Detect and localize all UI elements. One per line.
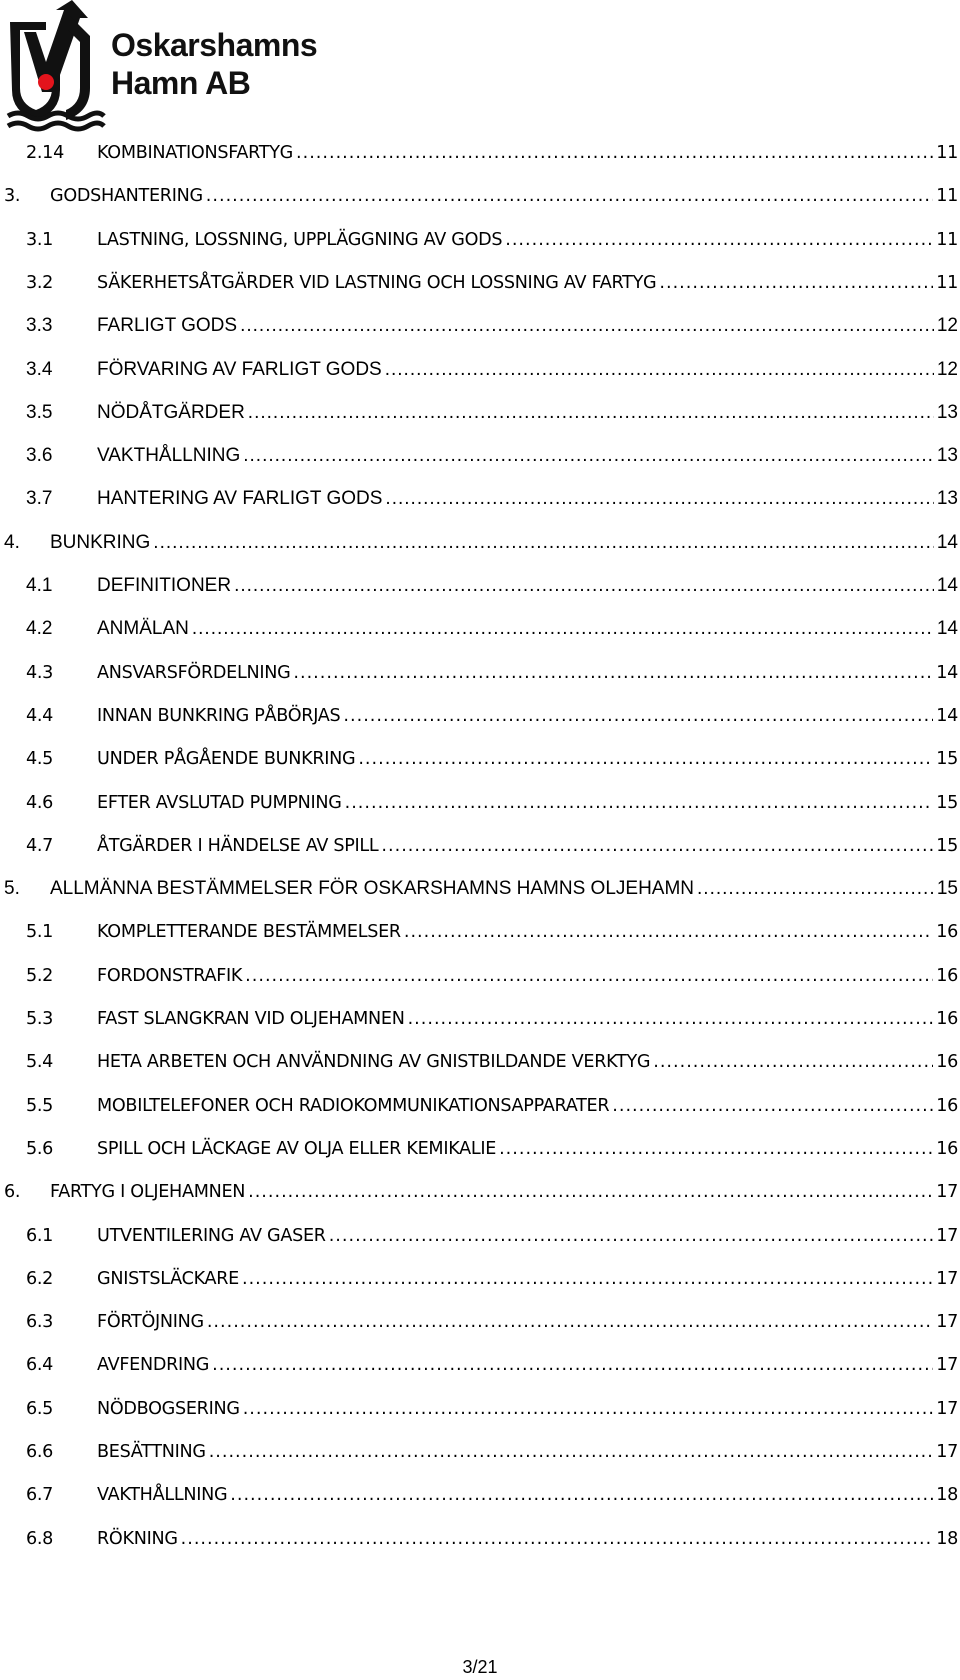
toc-entry-title: KOMPLETTERANDE BESTÄMMELSER — [97, 922, 401, 943]
toc-dot-leader — [659, 268, 933, 298]
toc-entry[interactable] — [26, 788, 958, 818]
toc-dot-leader — [404, 917, 933, 947]
toc-entry-title: FAST SLANGKRAN VID OLJEHAMNEN — [97, 1009, 405, 1029]
toc-entry-title: FORDONSTRAFIK — [97, 965, 243, 986]
toc-dot-leader — [381, 831, 933, 861]
toc-dot-leader — [408, 1004, 934, 1034]
toc-entry[interactable] — [26, 268, 958, 298]
toc-entry-number: 5.1 — [26, 922, 54, 943]
toc-entry-number: 4.4 — [26, 705, 54, 726]
toc-entry-page: 17 — [936, 1398, 958, 1419]
toc-entry-title: EFTER AVSLUTAD PUMPNING — [97, 792, 342, 813]
toc-entry[interactable] — [26, 917, 958, 947]
toc-entry-number: 4.5 — [26, 749, 54, 770]
toc-entry-page: 17 — [936, 1225, 958, 1246]
toc-entry[interactable] — [26, 1047, 958, 1077]
toc-dot-leader — [358, 744, 933, 774]
toc-entry-page: 17 — [936, 1312, 958, 1333]
toc-entry-page: 16 — [936, 922, 958, 943]
toc-entry-title: FARLIGT GODS — [97, 315, 238, 337]
toc-entry-number: 6.2 — [26, 1268, 54, 1289]
toc-entry-title: LASTNING, LOSSNING, UPPLÄGGNING AV GODS — [97, 229, 503, 250]
toc-dot-leader — [385, 484, 933, 514]
toc-entry-number: 4.7 — [26, 835, 54, 856]
company-logo — [6, 0, 346, 135]
toc-entry-number: 6.4 — [26, 1355, 54, 1376]
toc-dot-leader — [612, 1091, 933, 1121]
toc-entry-number: 6.5 — [26, 1398, 54, 1419]
toc-entry-page: 12 — [936, 358, 958, 380]
page-indicator: 3/21 — [462, 1657, 498, 1677]
toc-entry-title: AVFENDRING — [97, 1355, 210, 1376]
toc-entry-title: INNAN BUNKRING PÅBÖRJAS — [97, 705, 341, 726]
toc-entry-number: 4.6 — [26, 792, 54, 813]
toc-entry-page: 16 — [936, 965, 958, 986]
toc-entry[interactable] — [26, 225, 958, 255]
toc-dot-leader — [245, 961, 933, 991]
toc-dot-leader — [505, 225, 933, 255]
toc-dot-leader — [243, 441, 934, 471]
toc-entry-title: KOMBINATIONSFARTYG — [97, 143, 294, 163]
toc-entry-title: SÄKERHETSÅTGÄRDER VID LASTNING OCH LOSSNING AV FARTYG — [97, 272, 657, 293]
toc-entry-page: 14 — [936, 531, 958, 553]
toc-entry[interactable] — [26, 831, 958, 861]
toc-entry[interactable] — [26, 1350, 958, 1380]
toc-entry-number: 5.3 — [26, 1009, 54, 1029]
toc-entry-title: NÖDÅTGÄRDER — [97, 401, 245, 423]
toc-entry-page: 14 — [936, 618, 958, 640]
toc-entry[interactable] — [26, 1394, 958, 1424]
logo-line-1: Oskarshamns — [111, 27, 318, 63]
toc-dot-leader — [499, 1134, 933, 1164]
toc-entry-page: 11 — [936, 143, 958, 163]
toc-entry-number: 6.6 — [26, 1442, 54, 1462]
toc-entry[interactable] — [26, 701, 958, 731]
toc-entry-number: 5.2 — [26, 965, 54, 986]
toc-entry-title: ANSVARSFÖRDELNING — [97, 662, 291, 683]
toc-entry-title: SPILL OCH LÄCKAGE AV OLJA ELLER KEMIKALIE — [97, 1138, 497, 1159]
toc-entry-title: HANTERING AV FARLIGT GODS — [97, 488, 383, 510]
toc-entry-page: 15 — [936, 835, 958, 856]
toc-dot-leader — [242, 1264, 933, 1294]
logo-wordmark — [111, 26, 317, 102]
toc-entry[interactable] — [26, 355, 958, 385]
toc-dot-leader — [207, 1307, 933, 1337]
toc-entry[interactable] — [26, 1307, 958, 1337]
toc-entry-number: 3.4 — [26, 358, 53, 380]
toc-dot-leader — [385, 355, 934, 385]
toc-entry-title: ALLMÄNNA BESTÄMMELSER FÖR OSKARSHAMNS HAMNS OLJEHAMN — [50, 878, 695, 900]
toc-entry-page: 13 — [936, 401, 958, 423]
toc-entry-page: 18 — [936, 1485, 958, 1506]
toc-entry-number: 6.3 — [26, 1312, 54, 1333]
toc-entry-number: 4.2 — [26, 618, 53, 640]
toc-entry[interactable] — [4, 181, 958, 211]
toc-entry[interactable] — [26, 1524, 958, 1554]
toc-entry-page: 11 — [936, 186, 958, 207]
toc-entry[interactable] — [4, 528, 958, 558]
toc-dot-leader — [192, 614, 934, 644]
toc-dot-leader — [240, 311, 934, 341]
toc-entry[interactable] — [26, 571, 958, 601]
toc-entry[interactable] — [26, 961, 958, 991]
toc-dot-leader — [230, 1480, 933, 1510]
toc-dot-leader — [296, 138, 933, 168]
toc-entry[interactable] — [26, 614, 958, 644]
toc-entry-page: 16 — [936, 1138, 958, 1159]
toc-entry-page: 17 — [936, 1355, 958, 1376]
toc-entry[interactable] — [26, 311, 958, 341]
toc-entry-page: 11 — [936, 229, 958, 250]
toc-entry-title: HETA ARBETEN OCH ANVÄNDNING AV GNISTBILDANDE VERKTYG — [97, 1052, 651, 1073]
toc-entry-page: 15 — [936, 749, 958, 770]
toc-entry-number: 3.3 — [26, 315, 53, 337]
toc-entry-number: 2.14 — [26, 143, 64, 163]
toc-entry-number: 5. — [4, 878, 20, 900]
toc-dot-leader — [181, 1524, 934, 1554]
toc-entry-title: BESÄTTNING — [97, 1442, 206, 1462]
toc-entry-title: VAKTHÅLLNING — [97, 445, 241, 467]
toc-entry[interactable] — [26, 138, 958, 168]
toc-entry-title: GODSHANTERING — [50, 186, 203, 207]
toc-dot-leader — [345, 788, 934, 818]
toc-entry-page: 18 — [936, 1528, 958, 1549]
toc-entry-page: 14 — [936, 662, 958, 683]
toc-entry-page: 11 — [936, 272, 958, 293]
toc-entry-number: 4.1 — [26, 575, 53, 596]
toc-entry-page: 16 — [936, 1095, 958, 1116]
toc-entry-number: 3. — [4, 186, 21, 207]
toc-entry-title: DEFINITIONER — [97, 575, 232, 596]
toc-dot-leader — [206, 181, 933, 211]
toc-entry-page: 16 — [936, 1052, 958, 1073]
toc-dot-leader — [212, 1350, 933, 1380]
toc-dot-leader — [234, 571, 934, 601]
toc-entry-number: 6.1 — [26, 1225, 54, 1246]
toc-entry[interactable] — [4, 874, 958, 904]
toc-entry-title: MOBILTELEFONER OCH RADIOKOMMUNIKATIONSAPPARATER — [97, 1095, 610, 1116]
toc-entry-number: 6.8 — [26, 1528, 54, 1549]
toc-entry[interactable] — [26, 1221, 958, 1251]
toc-dot-leader — [697, 874, 934, 904]
toc-entry-title: ANMÄLAN — [97, 618, 189, 640]
toc-entry-page: 13 — [936, 488, 958, 510]
toc-dot-leader — [243, 1394, 934, 1424]
toc-entry-number: 3.2 — [26, 272, 54, 293]
toc-entry-page: 13 — [936, 445, 958, 467]
toc-entry-page: 17 — [936, 1442, 958, 1462]
toc-entry-number: 6. — [4, 1182, 21, 1203]
toc-entry-number: 4.3 — [26, 662, 54, 683]
toc-entry[interactable] — [26, 1437, 958, 1467]
toc-dot-leader — [329, 1221, 933, 1251]
toc-entry-title: NÖDBOGSERING — [97, 1398, 240, 1419]
toc-dot-leader — [248, 398, 934, 428]
toc-entry[interactable] — [26, 1004, 958, 1034]
toc-entry-page: 14 — [936, 705, 958, 726]
toc-entry-title: FÖRTÖJNING — [97, 1312, 204, 1333]
logo-line-2: Hamn AB — [111, 65, 251, 101]
toc-entry[interactable] — [26, 1264, 958, 1294]
toc-entry-title: UTVENTILERING AV GASER — [97, 1225, 326, 1246]
toc-dot-leader — [153, 528, 934, 558]
toc-entry-page: 15 — [936, 878, 958, 900]
toc-entry-title: BUNKRING — [50, 531, 151, 553]
toc-entry[interactable] — [26, 658, 958, 688]
toc-entry-number: 5.6 — [26, 1138, 54, 1159]
toc-entry-number: 6.7 — [26, 1485, 54, 1506]
toc-entry-page: 17 — [936, 1182, 958, 1203]
toc-entry-title: UNDER PÅGÅENDE BUNKRING — [97, 749, 356, 770]
toc-entry[interactable] — [26, 744, 958, 774]
toc-entry-title: VAKTHÅLLNING — [97, 1485, 228, 1506]
toc-entry-number: 3.5 — [26, 401, 53, 423]
toc-entry-number: 5.4 — [26, 1052, 54, 1073]
toc-entry[interactable] — [26, 441, 958, 471]
toc-entry-number: 3.7 — [26, 488, 53, 510]
toc-entry-title: FARTYG I OLJEHAMNEN — [50, 1182, 246, 1203]
toc-dot-leader — [343, 701, 933, 731]
toc-entry[interactable] — [4, 1177, 958, 1207]
toc-entry[interactable] — [26, 484, 958, 514]
toc-entry-page: 12 — [936, 315, 958, 337]
toc-entry[interactable] — [26, 1480, 958, 1510]
toc-entry-page: 17 — [936, 1268, 958, 1289]
toc-entry-number: 3.6 — [26, 445, 53, 467]
toc-entry[interactable] — [26, 1134, 958, 1164]
toc-entry-number: 5.5 — [26, 1095, 54, 1116]
toc-entry-page: 15 — [936, 792, 958, 813]
toc-entry[interactable] — [26, 398, 958, 428]
toc-entry-title: RÖKNING — [97, 1528, 178, 1549]
toc-entry-number: 3.1 — [26, 229, 54, 250]
toc-entry[interactable] — [26, 1091, 958, 1121]
toc-entry-page: 14 — [936, 575, 958, 596]
toc-entry-page: 16 — [936, 1009, 958, 1029]
toc-entry-title: GNISTSLÄCKARE — [97, 1268, 239, 1289]
toc-dot-leader — [248, 1177, 933, 1207]
toc-dot-leader — [653, 1047, 933, 1077]
toc-entry-number: 4. — [4, 531, 20, 553]
toc-dot-leader — [293, 658, 933, 688]
toc-entry-title: ÅTGÄRDER I HÄNDELSE AV SPILL — [97, 835, 379, 856]
toc-entry-title: FÖRVARING AV FARLIGT GODS — [97, 358, 382, 380]
harbor-logo-icon — [6, 0, 106, 132]
toc-dot-leader — [209, 1437, 934, 1467]
